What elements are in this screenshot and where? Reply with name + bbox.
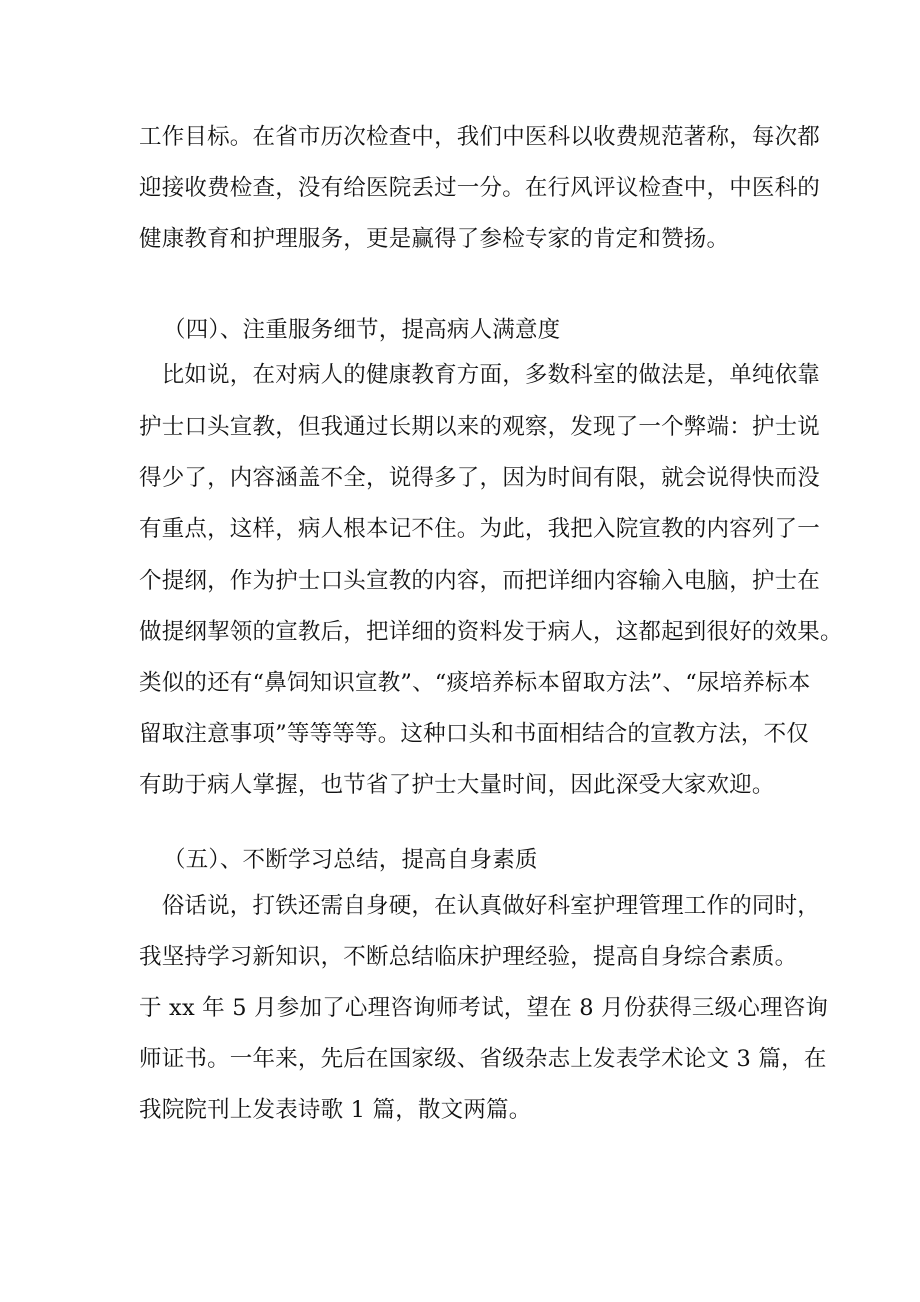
section-4-line-9: 有助于病人掌握，也节省了护士大量时间，因此深受大家欢迎。 <box>139 772 775 798</box>
section-5-line-5: 我院院刊上发表诗歌 1 篇，散文两篇。 <box>139 1097 532 1123</box>
intro-line-2: 迎接收费检查，没有给医院丢过一分。在行风评议检查中，中医科的 <box>139 175 821 201</box>
section-5-heading: （五）、不断学习总结，提高自身素质 <box>163 847 538 873</box>
section-4-line-6: 做提纲挈领的宣教后，把详细的资料发于病人，这都起到很好的效果。 <box>139 619 843 645</box>
section-4-line-5: 个提纲，作为护士口头宣教的内容，而把详细内容输入电脑，护士在 <box>139 568 821 594</box>
section-4-line-4: 有重点，这样，病人根本记不住。为此，我把入院宣教的内容列了一 <box>139 516 821 542</box>
section-4-line-2: 护士口头宣教，但我通过长期以来的观察，发现了一个弊端：护士说 <box>139 414 821 440</box>
section-4-line-3: 得少了，内容涵盖不全，说得多了，因为时间有限，就会说得快而没 <box>139 465 821 491</box>
section-4-heading: （四）、注重服务细节，提高病人满意度 <box>163 317 561 343</box>
section-5-line-3: 于 xx 年 5 月参加了心理咨询师考试，望在 8 月份获得三级心理咨询 <box>139 995 829 1021</box>
section-5-line-2: 我坚持学习新知识，不断总结临床护理经验，提高自身综合素质。 <box>139 944 798 970</box>
section-5-line-1: 俗话说，打铁还需自身硬，在认真做好科室护理管理工作的同时， <box>139 893 821 919</box>
intro-line-1: 工作目标。在省市历次检查中，我们中医科以收费规范著称，每次都 <box>139 124 821 150</box>
section-4-line-8: 留取注意事项”等等等等。这种口头和书面相结合的宣教方法，不仅 <box>139 721 810 747</box>
section-4-line-7: 类似的还有“鼻饲知识宣教”、“痰培养标本留取方法”、“尿培养标本 <box>139 670 811 696</box>
section-4-line-1: 比如说，在对病人的健康教育方面，多数科室的做法是，单纯依靠 <box>139 362 821 388</box>
intro-line-3: 健康教育和护理服务，更是赢得了参检专家的肯定和赞扬。 <box>139 226 730 252</box>
section-5-line-4: 师证书。一年来，先后在国家级、省级杂志上发表学术论文 3 篇，在 <box>139 1046 827 1072</box>
